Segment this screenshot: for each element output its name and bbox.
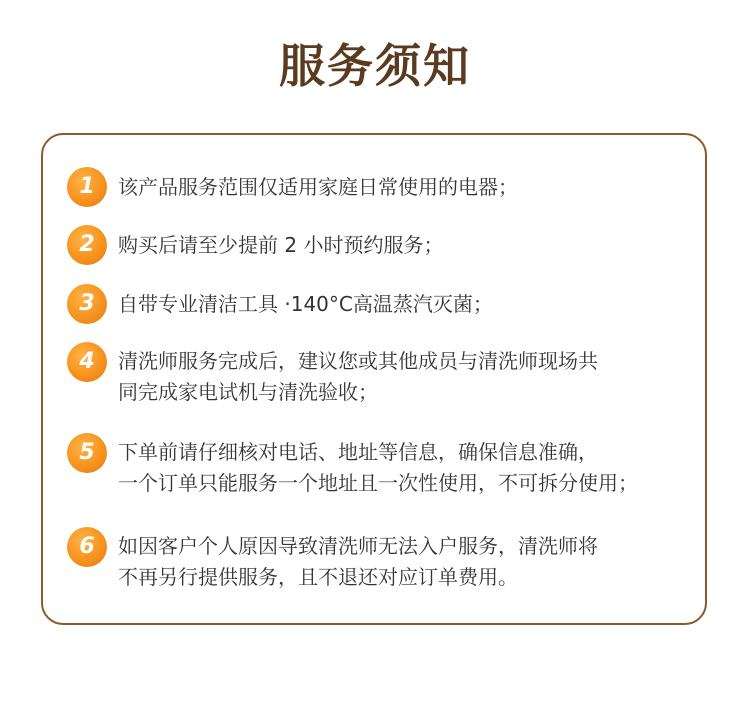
number-badge-4: 4 [67, 342, 107, 382]
notice-text-2: 购买后请至少提前 2 小时预约服务； [118, 233, 444, 257]
number-badge-2: 2 [67, 225, 107, 265]
notice-text-4: 清洗师服务完成后，建议您或其他成员与清洗师现场共 同完成家电试机与清洗验收； [118, 349, 598, 404]
notice-text-5: 下单前请仔细核对电话、地址等信息，确保信息准确， 一个订单只能服务一个地址且一次性使用，不可拆分使用； [118, 440, 638, 495]
notice-text-3: 自带专业清洁工具 ·140°C高温蒸汽灭菌； [118, 292, 493, 316]
number-badge-3: 3 [67, 284, 107, 324]
number-badge-5: 5 [67, 433, 107, 473]
notice-text-6: 如因客户个人原因导致清洗师无法入户服务，清洗师将 不再另行提供服务，且不退还对应订单费用。 [118, 534, 598, 589]
notice-text-1: 该产品服务范围仅适用家庭日常使用的电器； [118, 175, 518, 199]
notice-card [41, 133, 707, 625]
page-title: 服务须知 [279, 39, 471, 93]
number-badge-1: 1 [67, 167, 107, 207]
number-badge-6: 6 [67, 527, 107, 567]
